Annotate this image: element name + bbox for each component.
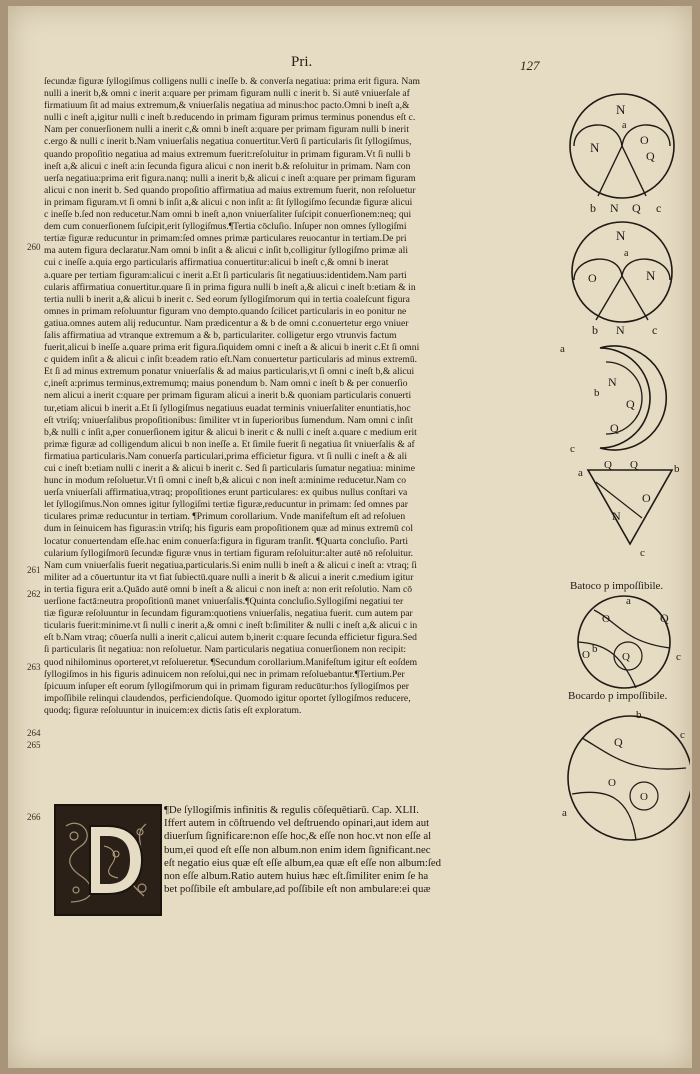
diagram-label: c — [570, 443, 575, 455]
body-text-line: omnes in primam reſoluuntur figuram vno dempto.quando ſcilicet particularis in eo ponitur ne — [44, 305, 407, 317]
diagram-label: O — [642, 491, 651, 505]
diagram-label: a — [622, 120, 627, 131]
body-text-line: firmatiua particularis.Nam conuerſa particulari,prima efficietur figura. vt ſi nulli c ineſt a & ali — [44, 450, 408, 462]
diagram-label: b — [592, 643, 598, 655]
body-text-line: militer ad a cōuertuntur ita vt fiat ſubiectū.quare nulli a inerit b & alicui a inerit c.medium igitur — [44, 571, 414, 583]
body-text-line: let ſyllogiſmus.Non omnes igitur ſyllogiſmi tertiæ figuræ,reducuntur in primam: ſed omnes par — [44, 499, 408, 511]
body-text-line: primæ figuræ ad colligendum alicui b non ineſſe a. Et ſimile fuerit ſi negatiua ſit vniuerſalis & af — [44, 438, 415, 450]
body-text-line: impoſſibile relinqui claudendos, perficiendoſque. Quomodo igitur oportet ſyllogiſmos reducere, — [44, 692, 411, 704]
body-text-line: ticulares primæ reducuntur in tertiam. ¶Primum corollarium. Vnde manifeſtum eſt ad reſoluen — [44, 511, 406, 523]
chapter-heading: ¶De ſyllogiſmis infinitis & regulis cōſequētiarū. Cap. XLII. — [164, 804, 419, 816]
body-text-line: c.ergo & nulli c inerit b.Nam vniuerſalis negatiua conuertitur.Verū ſi particularis ſit ſyllogiſmus, — [44, 136, 412, 148]
body-text-line: ſecundæ figuræ ſyllogiſmus colligens nulli c ineſſe b. & converſa negatiua: prima erit figura. Nam — [44, 76, 421, 87]
body-text-line: locatur conuertendam eſſe.hac enim conuerſa:figura in figuram tranſit. ¶Quarta concluſio. Parti — [44, 535, 409, 547]
body-text-line: tertiæ figuræ reducuntur in primam:ſed omnes primæ particulares reuocantur in tertiam.De pri — [44, 233, 407, 245]
chapter-line: Iffert autem in cōſtruendo vel deſtruendo opinari,aut idem aut — [164, 817, 430, 830]
body-text-line: Nam per conuerſionem nulli a inerit c,& omni b ineſt a:quare per primam figuram nulli b inerit — [44, 124, 410, 136]
body-text-line: gatiua.omnes autem alij reducuntur. Nam prædicentur a & b de omni c.conuertetur ergo vniuer — [44, 317, 409, 329]
diagram-label: c — [640, 547, 645, 558]
diagram-label: Q — [614, 735, 623, 749]
body-text-line: eſt vtriſq; vniuerſalibus propoſitionibus: ſimiliter vt in ſuperioribus ſumendum. Nam omni c inſit — [44, 414, 413, 426]
body-text-line: uerſione factā:neutra propoſitionū manet vniuerſalis.¶Quinta concluſio.Syllogiſmi negatiui ter — [44, 596, 404, 608]
body-text-line: tur,etiam alicui b inerit a.Et ſi ſyllogiſmus negatiuus euadat terminis vniuerſaliter enuntiatis,hoc — [44, 402, 411, 414]
main-text-block — [44, 76, 559, 717]
margin-number: 262 — [27, 589, 41, 599]
body-text-line: a.quare per tertiam figuram:alicui c inerit a.Et ſi particularis ſit negatiuus:identidem.Nam parti — [44, 269, 407, 281]
initial-ornament-icon — [56, 806, 160, 914]
folio-number: 127 — [520, 58, 540, 73]
diagram-label: Q — [610, 421, 619, 435]
body-text-line: cui c ineſſe a.quia ergo particularis affirmatiua conuertitur:alicui b ineſt c,& omni b inerat — [44, 257, 389, 269]
body-text-line: dum in ſeinuicem has figuras:in vtriſq; his figuris eam propoſitionem quæ ad minus extremū col — [44, 523, 414, 535]
syllogism-diagram-6 — [560, 704, 690, 854]
margin-number: 260 — [27, 242, 41, 252]
running-head: Pri. — [291, 54, 313, 70]
diagram-label: c — [656, 201, 662, 215]
chapter-line: bum,ei quod eſt eſſe non album.non enim idem ſignificant.nec — [164, 843, 431, 856]
diagram-label: a — [578, 467, 583, 479]
diagram-label: N — [616, 102, 626, 117]
body-text-line: ticularis fuerit:minime.vt ſi nulli c inerit a,& omni c ineſt b:ſimiliter & nulli c ineſt a,& alicui c in — [44, 620, 418, 632]
body-text-line: in tertia figura erit a.Quādo autē omni b ineſt a & alicui c non ineſt a: non erit reſolutio. Nam cō — [44, 583, 413, 595]
body-text-line: nulli a inerit b,& omni c inerit a:quare per primam figuram nulli c inerit b. Si autē vniuerſale af — [44, 88, 410, 100]
figure-caption: Bocardo p impoſſibile. — [568, 690, 668, 702]
body-text-line: ineſt a,& alicui c ineſt a:in ſecunda figura alicui c non inerit b.& reſoluitur in primam. Nam con — [44, 160, 411, 172]
margin-number: 265 — [27, 740, 41, 750]
chapter-line: bet poſſibile eſt ambulare,ad poſſibile eſt non ambulare:ei quæ — [164, 883, 431, 896]
diagram-label: a — [626, 595, 631, 607]
body-text-line: cularium ſyllogiſmorū ſecundæ figuræ vnus in tertiam figuram reſoluitur:alter autē nō reſoluitur. — [44, 547, 414, 559]
chapter-line: non eſſe album.Ratio autem huius hæc eſt.ſimiliter enim ſe ha — [164, 870, 429, 883]
body-text-line: firmatiuum ſit ad maius extremum,& vniuerſalis negatiua ad minus:hoc pacto.Omni b ineſt a,& — [44, 100, 410, 112]
diagram-label: O — [640, 133, 649, 147]
diagram-label: O — [588, 271, 597, 285]
diagram-label: b — [636, 709, 642, 721]
diagram-label: N — [610, 201, 619, 215]
margin-number: 266 — [27, 812, 41, 822]
body-text-line: tertia nulli b inerit a,& alicui b inerit c. Sed eorum ſyllogiſmorum qui in tertia coaleſcunt figura — [44, 293, 410, 305]
body-text-line: ſi particularis ſit negatiua: non reſoluetur. Nam particularis negatiua conuerſionem non recipit: — [44, 644, 407, 656]
diagram-label: N — [608, 375, 617, 389]
body-text-line: Nam cum vniuerſalis fuerit negatiua,particularis.Si enim nulli b ineſt a & alicui c ineſt a: vtraq; ſi — [44, 559, 417, 571]
book-page — [8, 6, 692, 1068]
diagram-label: b — [590, 201, 596, 215]
diagram-label: N — [646, 268, 656, 283]
body-text-line: cui c ineſt b:etiam nulli c inerit a & alicui b inerit c. Sed ſi particularis ſumatur negatiua: minime — [44, 463, 416, 474]
diagram-label: a — [624, 248, 629, 259]
chapter-line: eſt negatio eius quæ eſt eſſe album,ea quæ eſt eſſe non album:ſed — [164, 856, 442, 869]
diagram-label: c — [652, 323, 658, 337]
diagram-label: b — [674, 463, 680, 475]
diagram-label: O — [608, 777, 616, 789]
diagram-label: c — [676, 651, 681, 663]
chapter-section — [164, 804, 564, 896]
syllogism-diagram-4 — [568, 458, 686, 558]
diagram-label: b — [592, 323, 598, 337]
diagram-label: O — [582, 649, 590, 661]
figure-caption: Batoco p impoſſibile. — [570, 580, 664, 592]
diagram-label: c — [680, 729, 685, 741]
body-text-line: quod nihilominus oporteret,vt reſolueretur. ¶Secundum corollarium.Manifeſtum igitur eſt eoſdem — [44, 656, 418, 668]
diagram-label: N — [590, 140, 600, 155]
body-text-line: ſyllogiſmos in his figuris adinuicem non reſolui,qui nec in primam reſoluebantur.¶Tertium.Per — [44, 668, 405, 680]
diagram-label: a — [560, 343, 565, 355]
body-text-line: nem alicui a inerit c:quare per primam figuram alicui a inerit b.& quoniam particularis conuerti — [44, 390, 412, 402]
body-text-line: hunc in modum reſoluetur.Vt ſi omni c ineſt b,& alicui c non ineſt a:minime reducetur.Nam co — [44, 475, 407, 487]
body-text-line: dem cum conuerſionem ſuſcipit,erit ſyllogiſmus.¶Tertia cōcluſio. Inſuper non omnes ſyllogiſmi — [44, 221, 407, 233]
body-text-line: ſpicuum inſuper eſt eorum ſyllogiſmorum qui in primam figuram reducūtur:hos ſyllogiſmos per — [44, 680, 409, 692]
body-text-line: c quidem inſit a & alicui c inſit b:eadem ratio eſt.Nam conuertetur particularis ad minus extremū. — [44, 354, 418, 366]
body-text-line: quando propoſitio negatiua ad maius extremum fuerit:reſoluitur in primam figuram.Vt ſi nulli b — [44, 148, 411, 160]
syllogism-diagram-1 — [560, 90, 686, 216]
diagram-label: Q — [604, 459, 612, 471]
margin-number: 264 — [27, 728, 41, 738]
margin-number: 261 — [27, 565, 41, 575]
diagram-label: N — [612, 509, 621, 523]
syllogism-diagram-5 — [564, 592, 690, 692]
diagram-label: Q — [626, 397, 635, 411]
decorated-initial-d — [54, 804, 162, 916]
diagram-label: b — [594, 387, 600, 399]
body-text-line: in primam figuram.vt ſi omni b inſit a,& alicui c non inſit a: ſit ſyllogiſmo ſecundæ figuræ alicui — [44, 196, 413, 208]
body-text-line: fuerit,alicui b ineſſe a.quare prima erit figura.ſiquidem omni c ineſt a & alicui b inerit c.Et ſi omni — [44, 342, 420, 354]
diagram-label: Q — [646, 149, 655, 163]
diagram-label: Q — [660, 611, 669, 625]
diagram-label: Q — [630, 459, 638, 471]
body-text-line: tiæ figuræ reſoluuntur in ſecundam figuram:quotiens vniuerſalis, negatiua fuerit. cum autem par — [44, 608, 413, 620]
chapter-line: diuerſum ſignificare:non eſſe hoc,& eſſe non hoc.vt non eſſe al — [164, 830, 432, 843]
body-text-line: uerſa negatiua:prima erit figura.nanq; nulli a inerit b,& alicui c ineſt a:quare per primam figuram — [44, 172, 416, 184]
diagram-label: N — [616, 228, 626, 243]
body-text-line: cularis affirmatiua conuertitur.quare ſi in prima figura nulli b ineſt a,& alicui c ineſt b:etiam & in — [44, 281, 416, 293]
body-text-line: eſt b.Nam vtraq; cōuerſa nulli a inerit c,alicui autem b,inerit c:quare ſecunda efficietur figura.Sed — [44, 632, 417, 644]
body-text-line: c ineſſe b.ſed non reducetur.Nam omni b ineſt a,non vniuerſaliter ſuſcipit conuerſionem:neq; qui — [44, 209, 412, 221]
body-text-line: Et ſi ad minus extremum ponatur vniuerſalis & ad maius particularis,vt ſi omni c ineſt b,& alicui — [44, 366, 415, 378]
diagram-label: O — [602, 613, 610, 625]
diagram-label: O — [640, 791, 648, 803]
diagram-label: Q — [632, 201, 641, 215]
body-text-line: quodq; figuræ reſoluuntur in inuicem:ex dictis ſatis eſt exploratum. — [44, 704, 302, 716]
body-text-line: ma autem figura declaratur.Nam omni b inſit a & alicui c inſit b,colligitur ſyllogiſmo primæ ali — [44, 245, 409, 257]
body-text-line: b,& nulli c inſit a,per conuerſionem igitur & alicui b inerit c & nulli c ineſt a.quare c medium erit — [44, 426, 417, 438]
syllogism-diagram-3 — [560, 340, 686, 458]
margin-number: 263 — [27, 662, 41, 672]
body-text-line: c,ineſt a:primus terminus,extremumq; maius ponendum b. Nam omni c ineſt b & per conuerſio — [44, 378, 408, 390]
body-text-line: ſalis affirmatiua ad vtranque extremum a & b, particulariter. colligetur ergo vtrunvis factum — [44, 329, 397, 341]
body-text-line: alicui c non inerit b. Sed quando propoſitio affirmatiua ad maius extremum fuerit, non reſoluetur — [44, 184, 416, 196]
body-text-line: nulli c ineſt a,igitur nulli c ineſt b.reducendo in primam figuram primus terminus ponendus eſt c. — [44, 112, 416, 124]
diagram-label: a — [562, 807, 567, 819]
syllogism-diagram-2 — [560, 220, 686, 338]
diagram-label: Q — [622, 651, 630, 663]
diagram-label: N — [616, 323, 625, 337]
body-text-line: uerſa vniuerſali affirmatiua,vtraq; propoſitiones erunt particulares: ex quibus nullus conſtari va — [44, 487, 408, 499]
